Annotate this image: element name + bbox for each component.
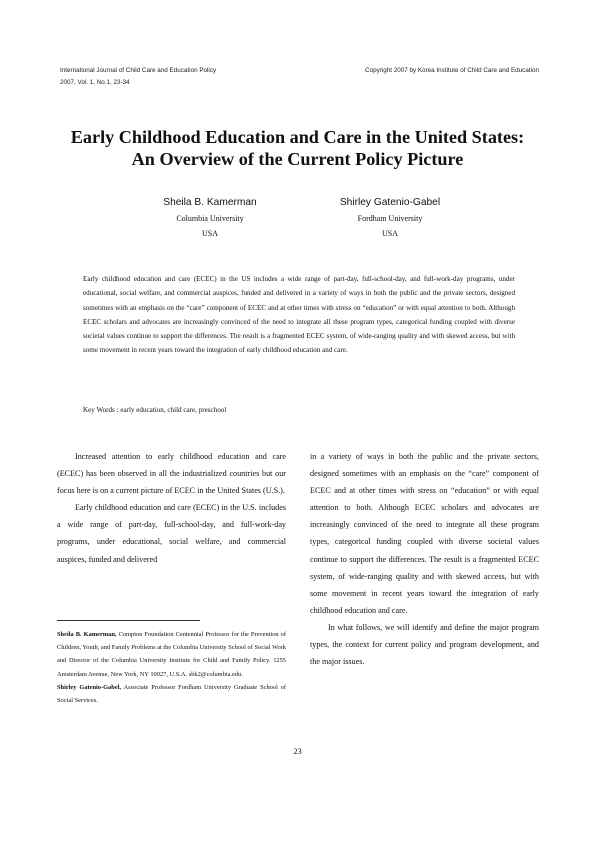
author-block-1 [110,196,310,241]
author-affiliation: Columbia University [176,214,244,223]
body-column-left [57,448,286,568]
author-affiliation: Fordham University [357,214,423,223]
paper-title-line-2: An Overview of the Current Policy Picture [131,149,464,169]
author-block-2 [290,196,490,241]
body-paragraph: Early childhood education and care (ECEC) in the U.S. includes a wide range of part-day, full-school-day, and full-work-day programs, under educational, social welfare, and commercial auspices, funded and delivered [57,503,286,564]
author-country: USA [201,229,218,238]
keywords: Key Words : early education, child care, preschool [83,406,227,414]
author-name: Shirley Gatenio-Gabel [339,197,441,208]
journal-name: International Journal of Child Care and Education Policy [60,67,217,74]
footnote-author-text: Compton Foundation Centennial Professor for the Prevention of Children, Youth, and Family Problems at the Columbia University School of Social Work and Director of the Columbia University Institute for Child and Family Policy. 1255 Amsterdam Avenue, New York, NY 10027, U.S.A. sbk2@columbia.edu. [57,631,286,678]
author-country: USA [381,229,398,238]
running-head-left [60,65,216,89]
footnote-author-text: Associate Professor Fordham University Graduate School of Social Services. [57,683,286,705]
author-name: Sheila B. Kamerman [163,197,257,208]
footnote-author-name: Shirley Gatenio-Gabel, [57,683,122,691]
paper-title-line-1: Early Childhood Education and Care in the United States: [70,127,525,147]
footnote-author-name: Sheila B. Kamerman, [57,631,117,638]
body-paragraph: Increased attention to early childhood education and care (ECEC) has been observed in all the industrialized countries but our focus here is on a current picture of ECEC in the United States (U.S.). [57,452,286,496]
body-column-right [310,448,539,670]
page-number: 23 [293,747,302,756]
body-paragraph: in a variety of ways in both the public and the private sectors, designed sometimes with an emphasis on the “care” component of ECEC and at other times with stress on “education” or with equal attention to both. Although ECEC scholars and advocates are increasingly convinced of the need to integrate all these program types, categorical funding coupled with diverse societal values continue to support the differences. The result is a fragmented ECEC system, of wide-ranging quality and with skewed access, but with some movement in recent years toward the integration of early childhood education and care. [310,452,539,615]
footnote-divider [57,620,200,621]
footnote-author-2 [57,681,286,707]
footnote-author-1 [57,628,286,681]
paper-title [40,126,555,170]
journal-citation: 2007, Vol. 1, No.1, 23-34 [60,79,130,86]
copyright-notice: Copyright 2007 by Korea Institute of Child Care and Education [365,67,539,74]
abstract: Early childhood education and care (ECEC) in the US includes a wide range of part-day, full-school-day, and full-work-day programs, under educational, social welfare, and commercial auspices, funded and delivered in a variety of ways in both the public and the private sectors, designed sometimes with an emphasis on the “care” component of ECEC and at other times with stress on “education” or with equal attention to both. Although ECEC scholars and advocates are increasingly convinced of the need to integrate all these program types, categorical funding coupled with diverse societal values continue to support the differences. The result is a fragmented ECEC system, of wide-ranging quality and with skewed access, but with some movement in recent years toward the integration of early childhood education and care. [83,275,515,355]
footnotes [57,628,286,707]
body-paragraph: In what follows, we will identify and define the major program types, the context for current policy and program development, and the major issues. [310,622,539,667]
